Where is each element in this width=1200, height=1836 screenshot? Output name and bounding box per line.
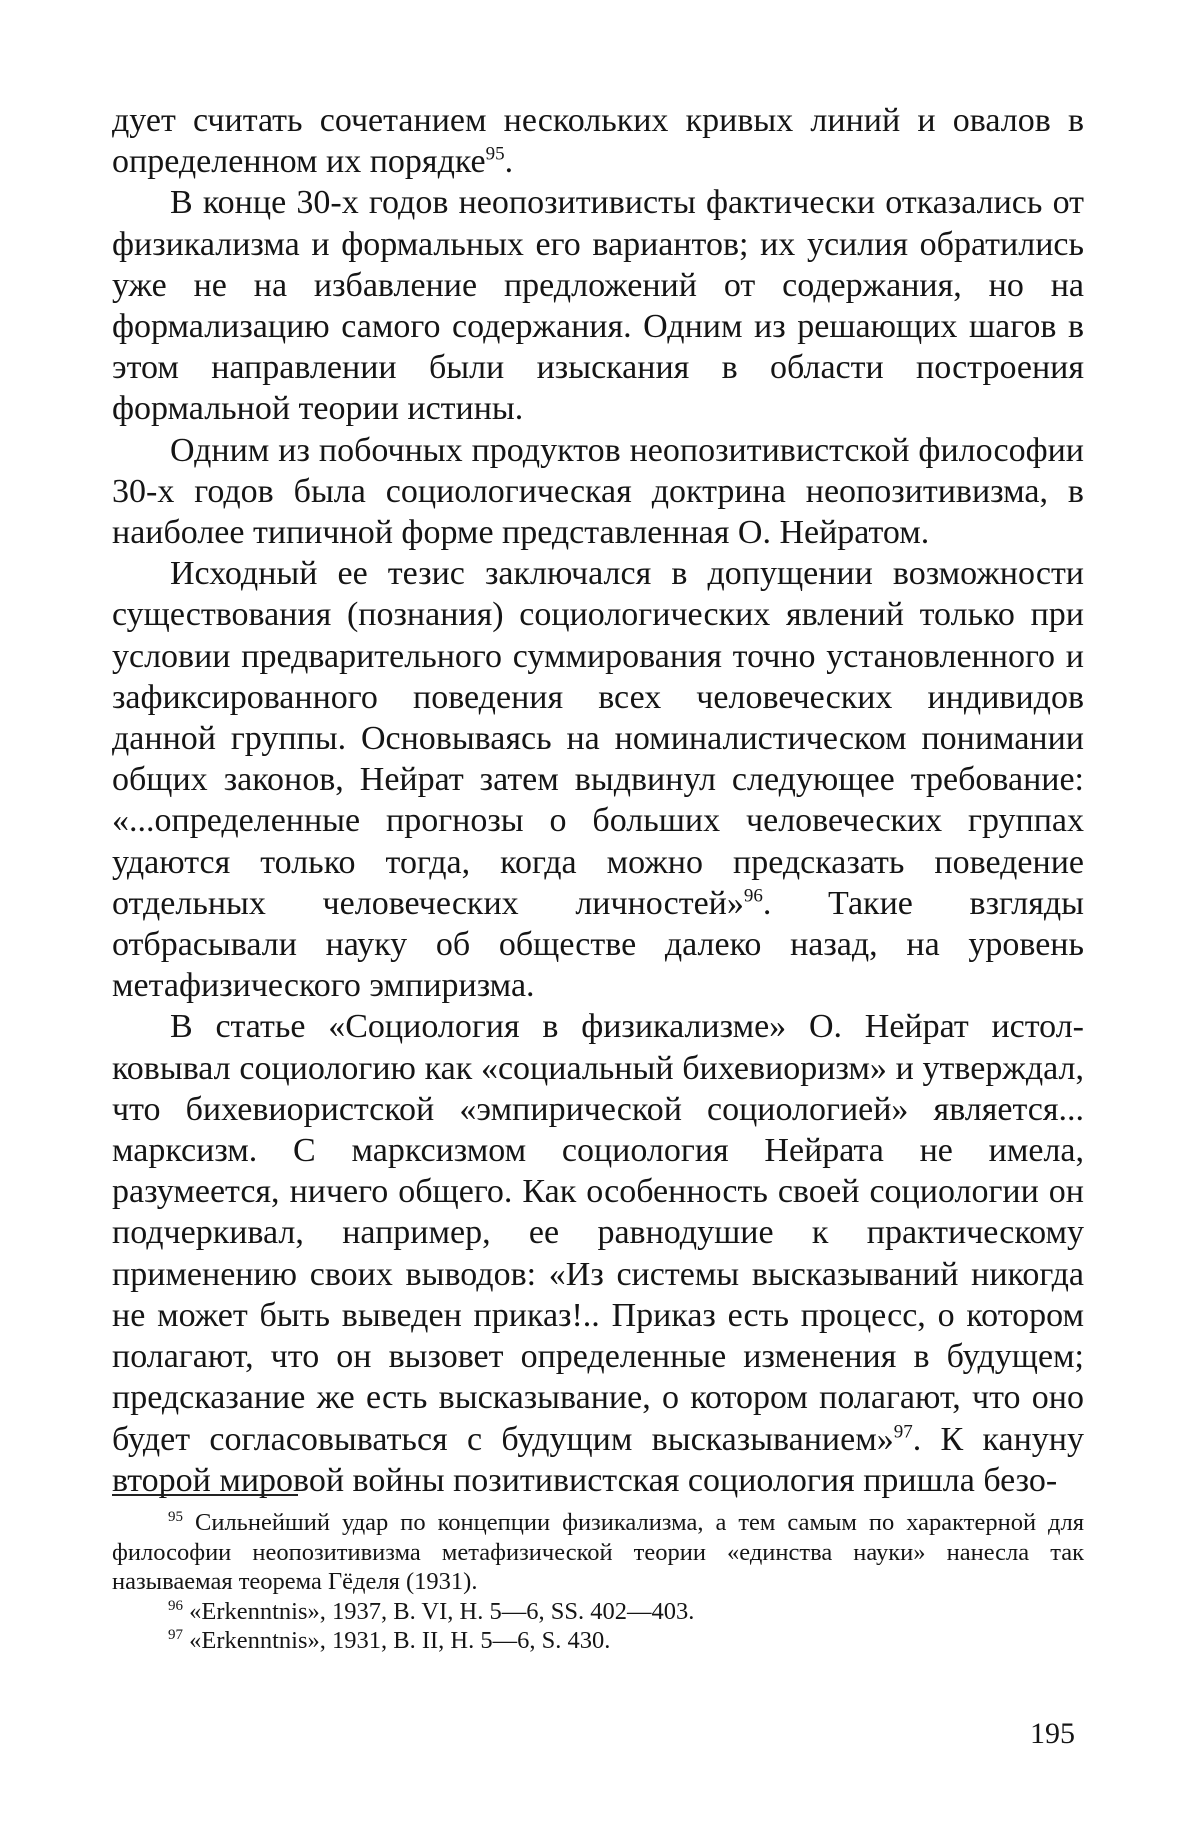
paragraph-5 [112, 1006, 1084, 1500]
paragraph-2: В конце 30-х годов неопозитивисты фактически отказались от физикализма и формальных его вариантов; их усилия обратились уже не на избавление предложений от содержания, но на формализацию самого содержания. Одним из решающих шагов в этом направлении были изыскания в области построения формальной теории истины. [112, 184, 1084, 428]
footnote-ref-97: 97 [893, 1421, 913, 1443]
paragraph-4 [112, 553, 1084, 1006]
footnote-number: 96 [168, 1597, 183, 1614]
paragraph-3: Одним из побочных продуктов неопозитивистской философии 30-х годов была социологическая доктрина неопозитивизма, в наиболее типичной форме представленная О. Нейратом. [112, 431, 1084, 552]
footnote-text: Сильнейший удар по концепции физикализма, а тем самым по характерной для философии неопозитивизма метафизической теории «единства науки» нанесла так называемая теорема Гёделя (1931). [112, 1509, 1084, 1595]
footnote-separator [112, 1494, 298, 1496]
main-text [112, 100, 1084, 1501]
paragraph-text: дует считать сочетанием нескольких кривых линий и овалов в определенном их порядке [112, 102, 1084, 181]
page-body [112, 100, 1084, 1501]
footnote-96 [112, 1597, 1084, 1627]
paragraph-tail: . Такие взгляды отбрасывали науку об обществе далеко назад, на уровень метафизического эмпиризма. [112, 884, 1084, 1005]
footnote-97 [112, 1626, 1084, 1656]
paragraph-1 [112, 100, 1084, 182]
footnotes [112, 1508, 1084, 1656]
page-number: 195 [1030, 1717, 1075, 1750]
footnote-number: 97 [168, 1626, 183, 1643]
footnote-text: «Erkenntnis», 1931, B. II, H. 5—6, S. 430. [183, 1627, 611, 1654]
paragraph-tail: . [504, 143, 514, 181]
paragraph-text: Исходный ее тезис заключался в допущении возможности существования (познания) социологических явлений только при условии предварительного суммирования точно установленного и зафиксированного поведения всех человеческих индивидов данной группы. Основываясь на номиналистическом понимании общих законов, Нейрат затем выдвинул следующее требование: «...определенные прогнозы о больших человеческих группах удаются только тогда, когда можно предсказать поведение отдельных человеческих личностей» [112, 555, 1084, 922]
paragraph-text: В статье «Социология в физикализме» О. Нейрат истолковывал социологию как «социальный бихевиоризм» и утверждал, что бихевиористской «эмпирической социологией» является... марксизм. С марксизмом социология Нейрата не имела, разумеется, ничего общего. Как особенность своей социологии он подчеркивал, например, ее равнодушие к практическому применению своих выводов: «Из системы высказываний никогда не может быть выведен приказ!.. Приказ есть процесс, о котором полагают, что он вызовет определенные изменения в будущем; предсказание же есть высказывание, о котором полагают, что оно будет согласовываться с будущим высказыванием» [112, 1008, 1084, 1458]
paragraph-tail: . К кануну второй мировой войны позитивистская социология пришла безо- [112, 1420, 1084, 1499]
footnote-95 [112, 1508, 1084, 1597]
footnote-ref-95: 95 [485, 143, 505, 165]
footnote-text: «Erkenntnis», 1937, B. VI, H. 5—6, SS. 402—403. [183, 1597, 695, 1625]
footnote-ref-96: 96 [743, 885, 763, 907]
footnote-number: 95 [168, 1508, 183, 1525]
